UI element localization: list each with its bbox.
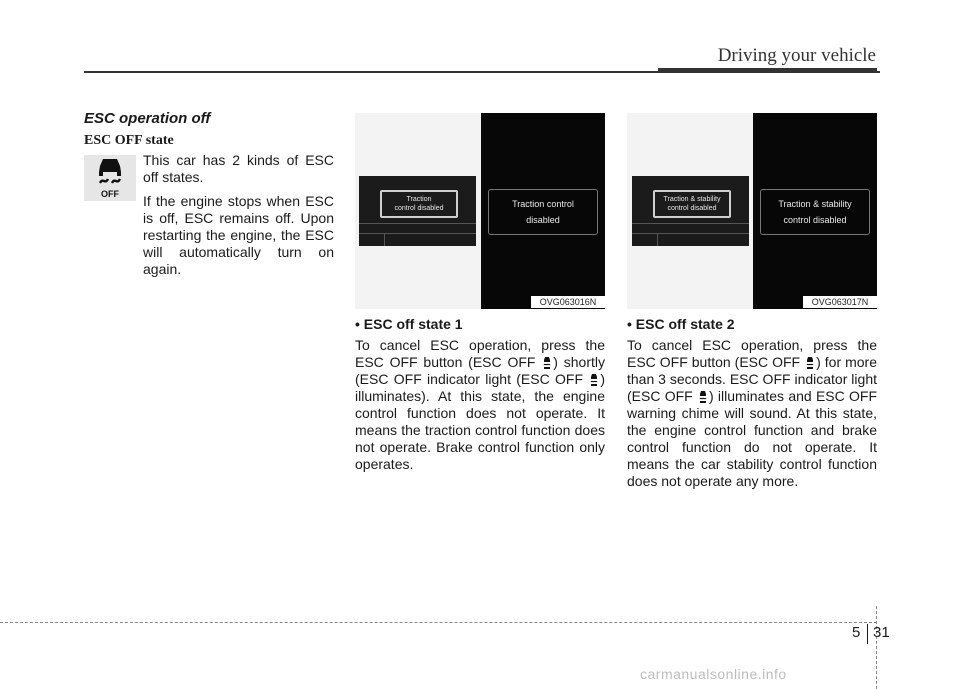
intro-text — [143, 152, 334, 285]
figure-code: OVG063016N — [531, 296, 605, 308]
warning-message: Traction & stability control disabled — [760, 189, 870, 235]
page-number-separator — [867, 624, 868, 644]
esc-off-icon — [84, 155, 136, 201]
esc-off-icon — [588, 373, 600, 387]
figure-esc-off-state-1 — [355, 113, 605, 309]
state-1-body: To cancel ESC operation, press the ESC OFF button (ESC OFF ) shortly (ESC OFF indicator light (ESC OFF ) illuminates). At this state, the engine control function does not operate. It means the traction control function does not operate. Brake control function only operates. — [355, 337, 606, 472]
esc-off-icon-label: OFF — [101, 189, 119, 199]
warning-panel — [481, 113, 605, 309]
esc-off-icon — [697, 390, 709, 404]
intro-paragraph: If the engine stops when ESC is off, ESC remains off. Upon restarting the engine, the ESC will automatically turn on again. — [143, 193, 334, 277]
figure-esc-off-state-2 — [627, 113, 877, 309]
lcd-message: Traction & stability control disabled — [653, 190, 731, 218]
state-2-title: • ESC off state 2 — [627, 316, 735, 332]
state-1-title: • ESC off state 1 — [355, 316, 463, 332]
header-rule-accent — [658, 68, 877, 73]
lcd-message: Traction control disabled — [380, 190, 458, 218]
warning-message: Traction control disabled — [488, 189, 598, 235]
cluster-lcd-display — [359, 176, 476, 246]
state-1-text — [355, 316, 605, 473]
esc-off-icon — [804, 356, 816, 370]
section-subtitle: ESC OFF state — [84, 133, 174, 148]
esc-off-icon — [541, 356, 553, 370]
cluster-lcd-display — [632, 176, 749, 246]
page-number: 31 — [873, 624, 890, 641]
warning-panel — [753, 113, 877, 309]
header-title: Driving your vehicle — [717, 45, 876, 66]
state-2-body: To cancel ESC operation, press the ESC OFF button (ESC OFF ) for more than 3 seconds. ESC OFF indicator light (ESC OFF ) illuminates and ESC OFF warning chime will sound. At this state, the engine control function and brake control function do not operate. It means the car stability control function does not operate any more. — [627, 337, 877, 489]
footer-crop-mark — [876, 606, 877, 689]
chapter-number: 5 — [852, 624, 861, 641]
figure-code: OVG063017N — [803, 296, 877, 308]
state-2-text — [627, 316, 877, 490]
section-title: ESC operation off — [84, 110, 211, 127]
watermark: carmanualsonline.info — [640, 666, 787, 682]
footer-rule — [0, 622, 877, 623]
intro-paragraph: This car has 2 kinds of ESC off states. — [143, 152, 334, 185]
